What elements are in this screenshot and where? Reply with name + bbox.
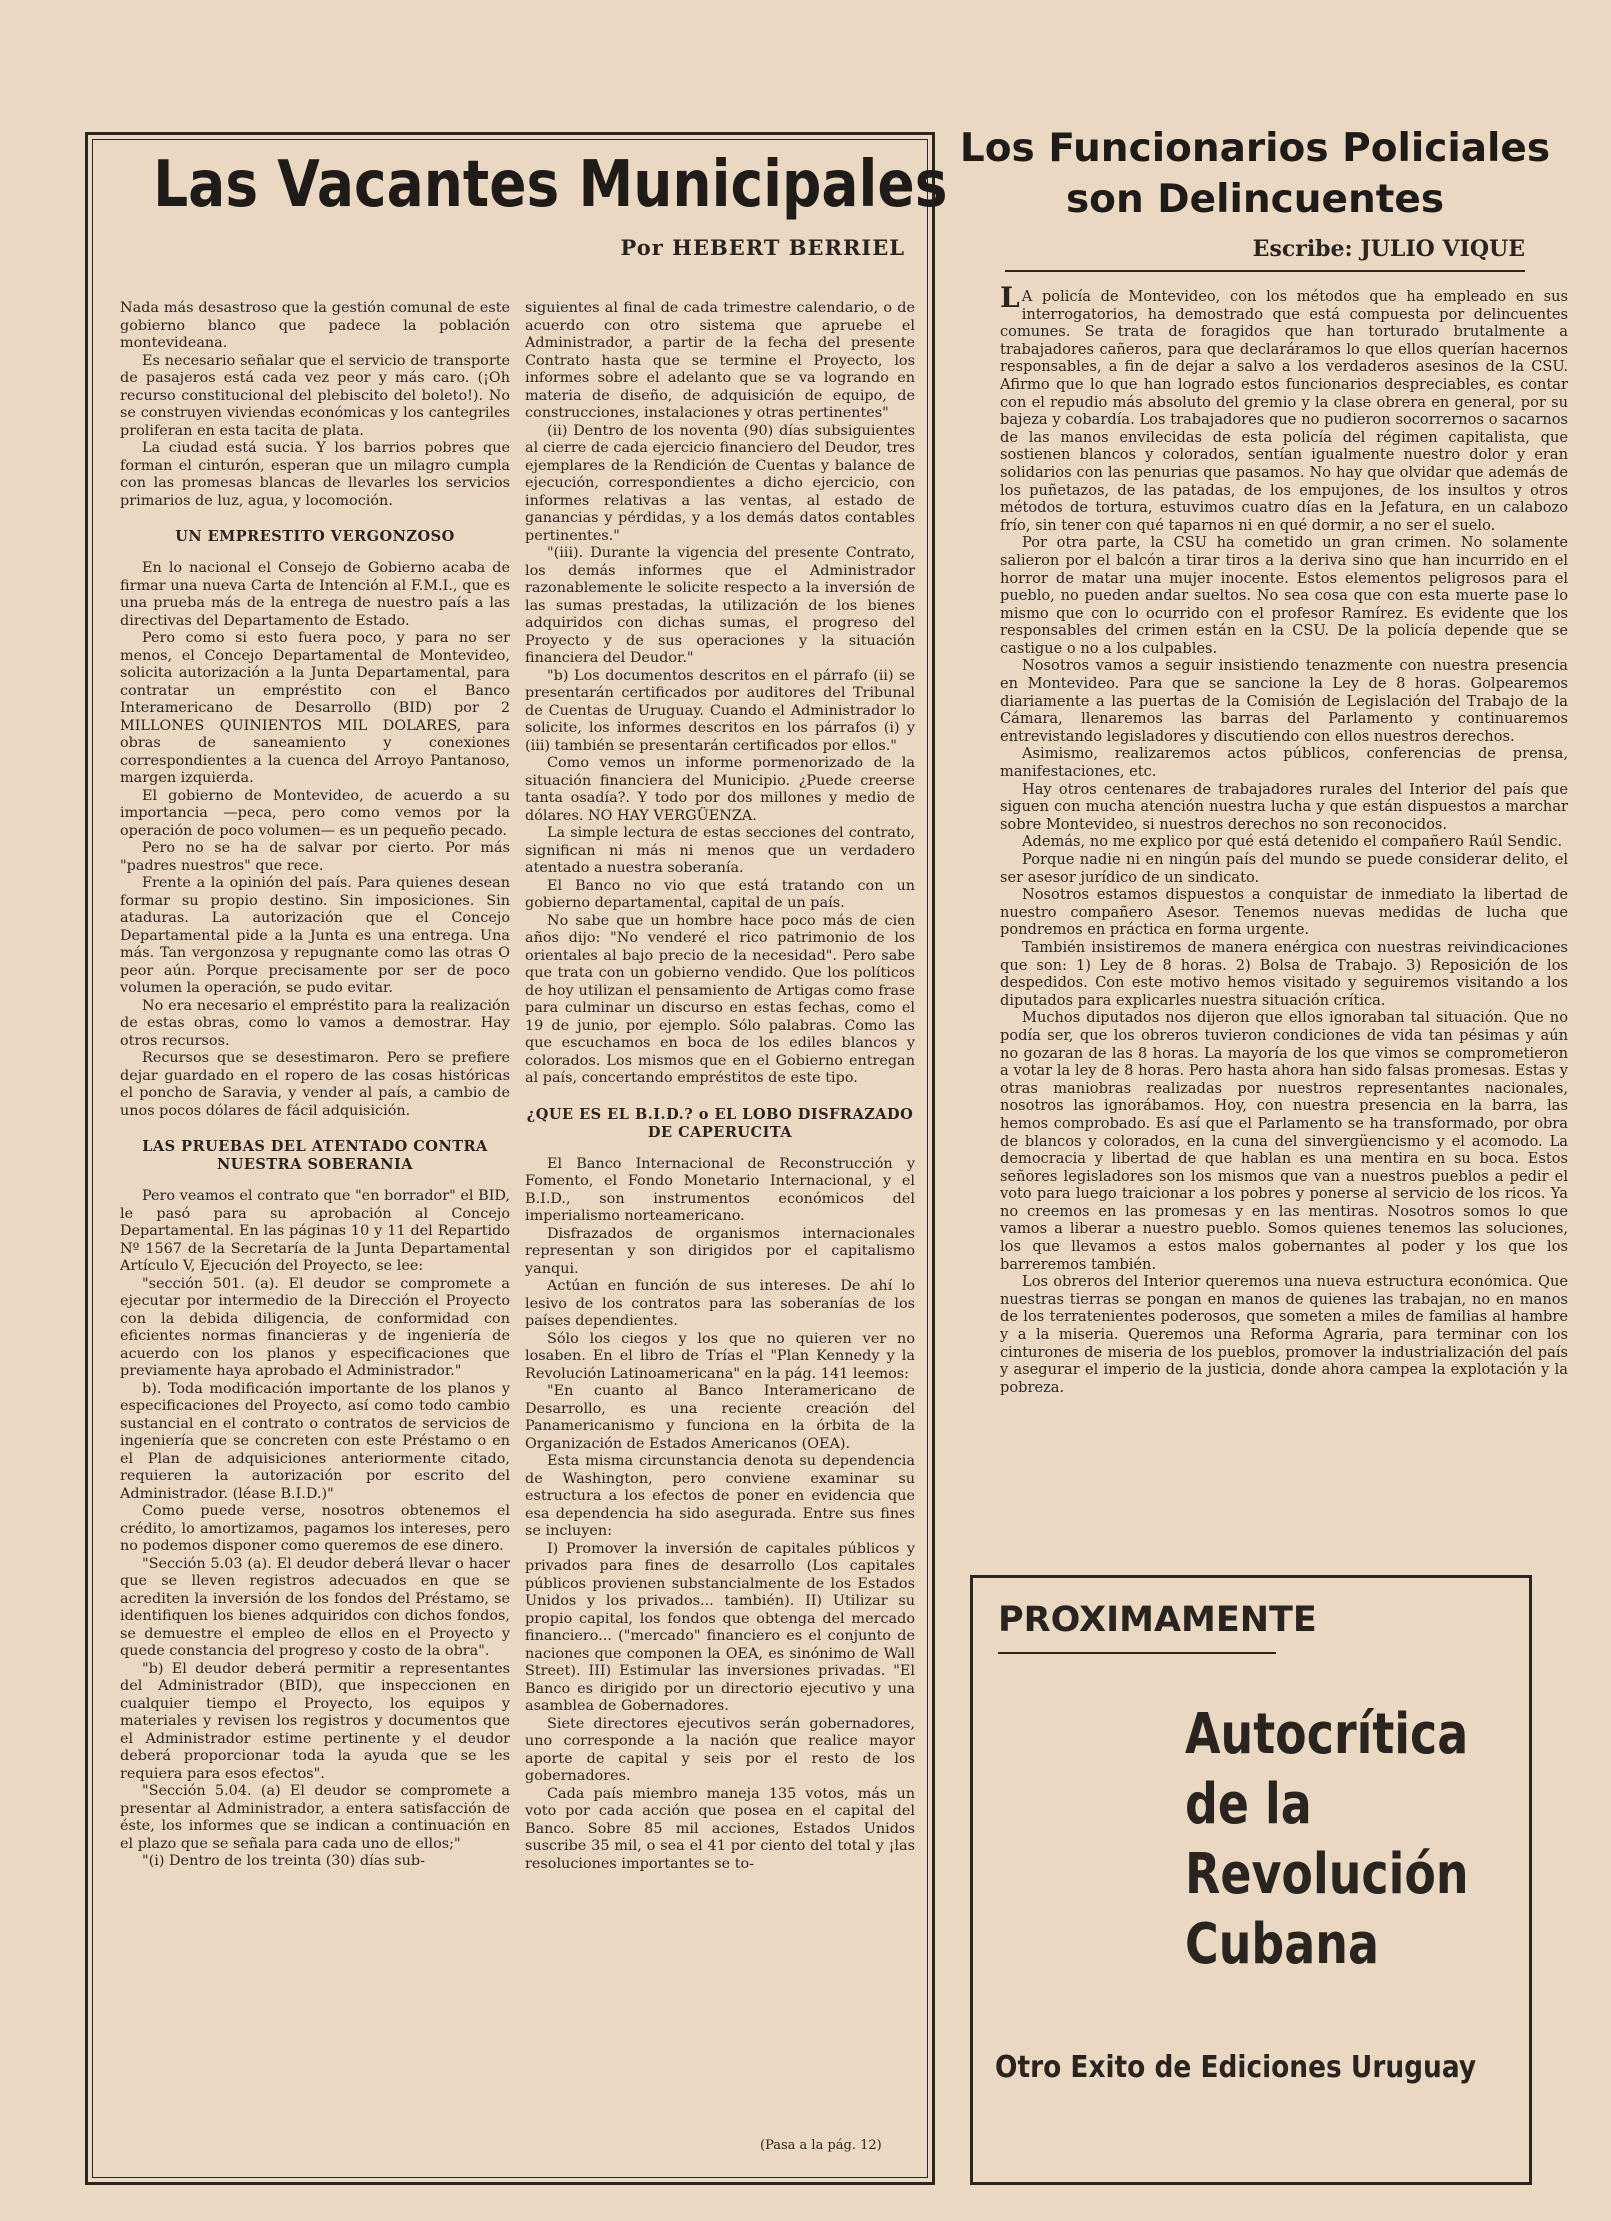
right-article-title-line-1: Los Funcionarios Policiales [959, 126, 1551, 171]
left-article-column-2 [525, 300, 915, 2130]
advert-heading: PROXIMAMENTE [998, 1600, 1317, 1640]
paragraph: Sólo los ciegos y los que no quieren ver no losaben. En el libro de Trías el "Plan Kennedy y la Revolución Latinoamericana" en la pág. 141 leemos: [525, 1330, 915, 1382]
advert-footer: Otro Exito de Ediciones Uruguay [995, 2050, 1477, 2085]
paragraph: Pero no se ha de salvar por cierto. Por más "padres nuestros" que rece. [120, 840, 510, 874]
paragraph: "sección 501. (a). El deudor se compromete a ejecutar por intermedio de la Dirección el Proyecto con la debida diligencia, de conformidad con eficientes normas financieras y de ingeniería de acuerdo con los planos y especificaciones que previamente haya aprobado el Administrador." [120, 1275, 510, 1379]
paragraph: I) Promover la inversión de capitales públicos y privados para fines de desarrollo (Los capitales públicos provienen substancialmente de los Estados Unidos y los privados... también). II) Utilizar su propio capital, los fondos que obtenga del mercado financiero... ("mercado" financiero es el conjunto de naciones que componen la OEA, es sinónimo de Wall Street). III) Estimular las inversiones privadas. "El Banco es dirigido por un directorio ejecutivo y una asamblea de Gobernadores. [525, 1540, 915, 1714]
byline-rule [1005, 270, 1525, 272]
advert-title-line: Cubana [1185, 1912, 1379, 1977]
paragraph: "b) Los documentos descritos en el párrafo (ii) se presentarán certificados por auditores del Tribunal de Cuentas de Uruguay. Cuando el Administrador lo solicite, los informes descritos en los párrafos (i) y (iii) también se presentarán certificados por ellos." [525, 667, 915, 754]
paragraph: Siete directores ejecutivos serán gobernadores, uno corresponde a la nación que realice mayor aporte de capital y seis por el resto de los gobernadores. [525, 1715, 915, 1784]
paragraph: Nada más desastroso que la gestión comunal de este gobierno blanco que padece la población montevideana. [120, 300, 510, 351]
paragraph: "b) El deudor deberá permitir a representantes del Administrador (BID), que inspeccionen en cualquier tiempo el Proyecto, los equipos y materiales y revisen los registros y documentos que el Administrador estime pertinente y el deudor deberá proporcionar toda la ayuda que se les requiera para esos efectos". [120, 1660, 510, 1782]
paragraph: El Banco no vio que está tratando con un gobierno departamental, capital de un país. [525, 877, 915, 911]
paragraph: Es necesario señalar que el servicio de transporte de pasajeros está cada vez peor y más caro. (¡Oh recurso constitucional del plebiscito del boleto!). No se construyen viviendas económicas y los cantegriles proliferan en esta tacita de plata. [120, 352, 510, 439]
paragraph: Asimismo, realizaremos actos públicos, conferencias de prensa, manifestaciones, etc. [1000, 745, 1568, 781]
drop-cap: L [1000, 281, 1020, 314]
paragraph: Por otra parte, la CSU ha cometido un gran crimen. No solamente salieron por el balcón a tirar tiros a la deriva sino que han incurrido en el horror de matar una mujer inocente. Estos elementos peligrosos para el pueblo, no pueden andar sueltos. No sea cosa que con esta muerte pase lo mismo que con lo ocurrido con el profesor Ramírez. Es evidente que los responsables del crimen están en la CSU. De la policía depende que se castigue o no a los culpables. [1000, 534, 1568, 657]
paragraph: El gobierno de Montevideo, de acuerdo a su importancia —peca, pero como vemos por la operación de poco volumen— es un pequeño pecado. [120, 787, 510, 839]
paragraph: Nosotros estamos dispuestos a conquistar de inmediato la libertad de nuestro compañero Asesor. Tenemos nuevas medidas de lucha que pondremos en práctica en forma urgente. [1000, 886, 1568, 939]
advert-title-line: Revolución [1185, 1842, 1469, 1907]
paragraph: Actúan en función de sus intereses. De ahí lo lesivo de los contratos para las soberanías de los países dependientes. [525, 1278, 915, 1329]
left-article-byline: Por HEBERT BERRIEL [620, 235, 905, 260]
paragraph: Disfrazados de organismos internacionales representan y son dirigidos por el capitalismo yanqui. [525, 1225, 915, 1277]
paragraph: Los obreros del Interior queremos una nueva estructura económica. Que nuestras tierras se pongan en manos de quienes las trabajan, no en manos de los terratenientes poderosos, que someten a miles de familias al hambre y a la miseria. Queremos una Reforma Agraria, para terminar con los cinturones de miseria de los pueblos, promover la industrialización del país y asegurar el imperio de la justicia, donde ahora campea la explotación y la pobreza. [1000, 1273, 1568, 1396]
paragraph: La simple lectura de estas secciones del contrato, significan ni más ni menos que un verdadero atentado a nuestra soberanía. [525, 825, 915, 876]
section-heading: LAS PRUEBAS DEL ATENTADO CONTRA NUESTRA SOBERANIA [142, 1138, 488, 1173]
paragraph: Cada país miembro maneja 135 votos, más un voto por cada acción que posea en el capital del Banco. Sobre 85 mil acciones, Estados Unidos suscribe 35 mil, o sea el 41 por ciento del total y ¡las resoluciones importantes se to- [525, 1785, 915, 1872]
paragraph: siguientes al final de cada trimestre calendario, o de acuerdo con otro sistema que apruebe el Administrador, a partir de la fecha del presente Contrato hasta que se termine el Proyecto, los informes sobre el adelanto que se va logrando en materia de diseño, de adquisición de equipo, de construcciones, instalaciones y otras pertinentes" [525, 300, 915, 421]
paragraph: Porque nadie ni en ningún país del mundo se puede considerar delito, el ser asesor jurídico de un sindicato. [1000, 851, 1568, 886]
paragraph: "(i) Dentro de los treinta (30) días sub- [142, 1853, 425, 1869]
paragraph: b). Toda modificación importante de los planos y especificaciones del Proyecto, así como todo cambio sustancial en el contrato o contratos de servicios de ingeniería que se concreten con este Préstamo o en el Plan de adquisiciones anteriormente citado, requieren la autorización por escrito del Administrador. (léase B.I.D.)" [120, 1380, 510, 1502]
advert-title-line: de la [1185, 1772, 1312, 1837]
paragraph: Además, no me explico por qué está detenido el compañero Raúl Sendic. [1022, 833, 1563, 851]
paragraph: En lo nacional el Consejo de Gobierno acaba de firmar una nueva Carta de Intención al F.M.I., que es una prueba más de la entrega de nuestro país a las directivas del Departamento de Estado. [120, 560, 510, 629]
paragraph: "(iii). Durante la vigencia del presente Contrato, los demás informes que el Administrador razonablemente le solicite respecto a la inversión de las sumas prestadas, la utilización de los bienes adquiridos con dichas sumas, el progreso del Proyecto y de sus operaciones y la situación financiera del Deudor." [525, 545, 915, 666]
left-article-title: Las Vacantes Municipales [153, 148, 948, 222]
right-article-byline: Escribe: JULIO VIQUE [1252, 236, 1525, 262]
paragraph: (ii) Dentro de los noventa (90) días subsiguientes al cierre de cada ejercicio financiero del Deudor, tres ejemplares de la Rendición de Cuentas y balance de ejecución, correspondientes a dicho ejercicio, con informes relativas a las ventas, al estado de ganancias y pérdidas, y a los demás datos contables pertinentes." [525, 422, 915, 544]
paragraph: No era necesario el empréstito para la realización de estas obras, como lo vamos a demostrar. Hay otros recursos. [120, 997, 510, 1049]
paragraph: Pero como si esto fuera poco, y para no ser menos, el Concejo Departamental de Montevideo, solicita autorización a la Junta Departamental, para contratar un empréstito con el Banco Interamericano de Desarrollo (BID) por 2 MILLONES QUINIENTOS MIL DOLARES, para obras de saneamiento y conexiones correspondientes a la cuenca del Arroyo Pantanoso, margen izquierda. [120, 630, 510, 786]
paragraph: Nosotros vamos a seguir insistiendo tenazmente con nuestra presencia en Montevideo. Para que se sancione la Ley de 8 horas. Golpearemos diariamente a las puertas de la Comisión de Legislación del Trabajo de la Cámara, llenaremos las barras del Parlamento y continuaremos entrevistando legisladores y discutiendo con ellos nuestros derechos. [1000, 657, 1568, 745]
paragraph: Hay otros centenares de trabajadores rurales del Interior del país que siguen con mucha atención nuestra lucha y que están dispuestos a marchar sobre Montevideo, si nuestros derechos no son reconocidos. [1000, 780, 1568, 833]
advert-heading-rule [998, 1652, 1276, 1654]
paragraph: Frente a la opinión del país. Para quienes desean formar su propio destino. Sin imposiciones. Sin ataduras. La autorización que el Concejo Departamental pide a la Junta es una entrega. Una más. Tan vergonzosa y repugnante como las otras O peor aún. Porque precisamente por ser de poco volumen la operación, se pudo evitar. [120, 875, 510, 996]
right-article-body [1000, 281, 1568, 1563]
paragraph: Recursos que se desestimaron. Pero se prefiere dejar guardado en el ropero de las cosas históricas el poncho de Saravia, y vender al país, a cambio de unos pocos dólares de fácil adquisición. [120, 1050, 510, 1119]
right-article-title-line-2: son Delincuentes [1065, 177, 1445, 222]
paragraph: "Sección 5.04. (a) El deudor se compromete a presentar al Administrador, a entera satisfacción de éste, los informes que se indican a continuación en el plazo que se señala para cada uno de ellos;" [120, 1783, 510, 1852]
paragraph [1000, 281, 1568, 534]
paragraph: Pero veamos el contrato que "en borrador" el BID, le pasó para su aprobación al Concejo Departamental. En las páginas 10 y 11 del Repartido Nº 1567 de la Secretaría de la Junta Departamental Artículo V, Ejecución del Proyecto, se lee: [120, 1188, 510, 1274]
paragraph: Como vemos un informe pormenorizado de la situación financiera del Municipio. ¿Puede creerse tanta osadía?. Y todo por dos millones y medio de dólares. NO HAY VERGÜENZA. [525, 755, 915, 824]
paragraph: Esta misma circunstancia denota su dependencia de Washington, pero conviene examinar su estructura a los efectos de poner en evidencia que esa dependencia ha sido asegurada. Entre sus fines se incluyen: [525, 1453, 915, 1539]
paragraph: La ciudad está sucia. Y los barrios pobres que forman el cinturón, esperan que un milagro cumpla con las promesas blancas de llevarles los servicios primarios de luz, agua, y locomoción. [120, 440, 510, 509]
continued-note: (Pasa a la pág. 12) [760, 2138, 882, 2153]
paragraph: El Banco Internacional de Reconstrucción y Fomento, el Fondo Monetario Internacional, y el B.I.D., son instrumentos económicos del imperialismo norteamericano. [525, 1155, 915, 1224]
advert-book-title [1185, 1700, 1525, 1980]
paragraph: "Sección 5.03 (a). El deudor deberá llevar o hacer que se lleven registros adecuados en que se acrediten la inversión de los fondos del Préstamo, se identifiquen los bienes adquiridos con dichos fondos, se demuestre el empleo de ellos en el Proyecto y quede constancia del progreso y costo de la obra". [120, 1555, 510, 1659]
paragraph-text: A policía de Montevideo, con los métodos que ha empleado en sus interrogatorios, ha demostrado que está compuesta por delincuentes comunes. Se trata de foragidos que han torturado brutalmente a trabajadores cañeros, para que declaráramos lo que ellos querían hacernos responsables, a fin de dejar a salvo a los verdaderos asesinos de la CSU. Afirmo que lo que han logrado estos funcionarios despreciables, es contar con el repudio más absoluto del gremio y la clase obrera en general, por su bajeza y cobardía. Los trabajadores que no pudieron socorrernos o sacarnos de las manos envilecidas de esta policía del régimen capitalista, que sostienen blancos y colorados, sentían igualmente nuestro dolor y eran solidarios con las penurias que pasamos. No hay que olvidar que además de los puñetazos, de las patadas, de los empujones, de los insultos y otros métodos de tortura, estuvimos cuatro días en la Jefatura, en un calabozo frío, sin tener con qué taparnos ni en qué dormir, a no ser el suelo. [1000, 288, 1568, 534]
section-heading: UN EMPRESTITO VERGONZOSO [175, 528, 455, 545]
advert-title-line: Autocrítica [1185, 1702, 1469, 1767]
paragraph: No sabe que un hombre hace poco más de cien años dijo: "No venderé el rico patrimonio de los orientales al bajo precio de la necesidad". Pero sabe que trata con un gobierno vendido. Que los políticos de hoy utilizan el pensamiento de Artigas como frase para culminar un discurso en estas fechas, como el 19 de junio, por ejemplo. Sólo palabras. Como las que escuchamos en boca de los ediles blancos y colorados. Los mismos que en el Gobierno entregan al país, concertando empréstitos de este tipo. [525, 912, 915, 1086]
left-article-column-1 [120, 300, 510, 2160]
section-heading: ¿QUE ES EL B.I.D.? o EL LOBO DISFRAZADO DE CAPERUCITA [526, 1105, 914, 1141]
paragraph: "En cuanto al Banco Interamericano de Desarrollo, es una reciente creación del Panamericanismo y funciona en la órbita de la Organización de Estados Americanos (OEA). [525, 1383, 915, 1452]
paragraph: Como puede verse, nosotros obtenemos el crédito, lo amortizamos, pagamos los intereses, pero no podemos disponer como queremos de ese dinero. [120, 1503, 510, 1554]
paragraph: Muchos diputados nos dijeron que ellos ignoraban tal situación. Que no podía ser, que los obreros tuvieron condiciones de vida tan pésimas y aún no gozaran de las 8 horas. La mayoría de los que vimos se comprometieron a votar la ley de 8 horas. Pero hasta ahora han sido falsas promesas. Estas y otras maniobras realizadas por nuestros representantes nacionales, nosotros las ignorábamos. Hoy, con nuestra presencia en la barra, las hemos comprobado. Es así que el Parlamento se ha transformado, por obra de blancos y colorados, en la cuna del sinvergüencismo y el acomodo. La democracia y libertad de que hablan es una mentira en su boca. Estos señores legisladores son los mismos que van a nuestros pueblos a pedir el voto para luego traicionar a los pobres y ponerse al servicio de los ricos. Ya no creemos en las promesas y en las mentiras. Nosotros somos lo que vamos a liberar a nuestro pueblo. Somos quienes tenemos las soluciones, los que llevamos a estos malos gobernantes al poder y los que los barreremos también. [1000, 1009, 1568, 1273]
paragraph: También insistiremos de manera enérgica con nuestras reivindicaciones que son: 1) Ley de 8 horas. 2) Bolsa de Trabajo. 3) Reposición de los despedidos. Con este motivo hemos visitado y seguiremos visitando a los diputados para explicarles nuestra situación crítica. [1000, 938, 1568, 1009]
